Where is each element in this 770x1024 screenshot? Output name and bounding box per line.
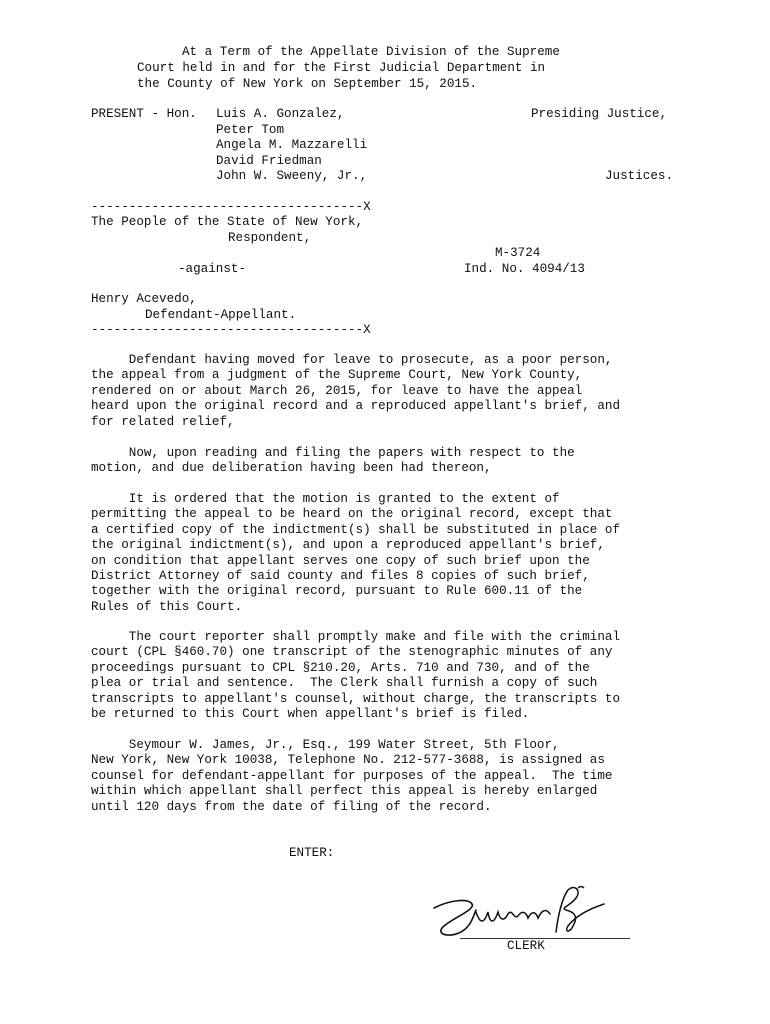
present-label: PRESENT - Hon. xyxy=(91,107,197,121)
paragraph-line: the original indictment(s), and upon a reproduced appellant's brief, xyxy=(91,538,605,553)
motion-number: M-3724 xyxy=(495,246,541,260)
paragraph-line: together with the original record, pursuant to Rule 600.11 of the xyxy=(91,584,583,599)
paragraph-motion xyxy=(91,353,620,430)
paragraph-counsel xyxy=(91,738,612,815)
clerk-signature xyxy=(428,880,628,942)
paragraph-line: Defendant having moved for leave to prosecute, as a poor person, xyxy=(91,353,613,367)
justice-name: David Friedman xyxy=(216,154,322,168)
enter-label: ENTER: xyxy=(289,846,335,860)
heading-line-3: the County of New York on September 15, 2015. xyxy=(137,77,478,91)
justice-name: Peter Tom xyxy=(216,123,285,137)
paragraph-line: rendered on or about March 26, 2015, for leave to have the appeal xyxy=(91,383,583,398)
paragraph-line: within which appellant shall perfect this appeal is hereby enlarged xyxy=(91,784,598,799)
presiding-justice-title: Presiding Justice, xyxy=(531,107,668,121)
indictment-number: Ind. No. 4094/13 xyxy=(464,262,585,276)
paragraph-line: District Attorney of said county and files 8 copies of such brief, xyxy=(91,569,590,584)
paragraph-line: until 120 days from the date of filing of the record. xyxy=(91,799,492,814)
paragraph-line: Now, upon reading and filing the papers with respect to the xyxy=(91,446,575,460)
paragraph-order xyxy=(91,492,620,615)
paragraph-line: New York, New York 10038, Telephone No. 212-577-3688, is assigned as xyxy=(91,753,605,768)
presiding-justice-name: Luis A. Gonzalez, xyxy=(216,107,345,121)
paragraph-line: motion, and due deliberation having been had thereon, xyxy=(91,461,492,476)
paragraph-line: on condition that appellant serves one copy of such brief upon the xyxy=(91,553,590,568)
party-respondent: The People of the State of New York, xyxy=(91,215,364,229)
clerk-label: CLERK xyxy=(507,939,545,953)
paragraph-line: The court reporter shall promptly make and file with the criminal xyxy=(91,630,621,644)
paragraph-line: Seymour W. James, Jr., Esq., 199 Water Street, 5th Floor, xyxy=(91,738,560,752)
justices-title: Justices. xyxy=(605,169,674,183)
against-label: -against- xyxy=(178,262,247,276)
paragraph-line: plea or trial and sentence. The Clerk shall furnish a copy of such xyxy=(91,676,598,691)
signature-line xyxy=(460,938,630,939)
heading-line-1: At a Term of the Appellate Division of the Supreme xyxy=(182,45,560,59)
caption-rule-bottom: ------------------------------------X xyxy=(91,323,371,337)
justice-name: Angela M. Mazzarelli xyxy=(216,138,368,152)
paragraph-line: for related relief, xyxy=(91,414,235,429)
paragraph-line: a certified copy of the indictment(s) shall be substituted in place of xyxy=(91,522,621,537)
paragraph-line: heard upon the original record and a reproduced appellant's brief, and xyxy=(91,399,621,414)
appellant-role: Defendant-Appellant. xyxy=(145,308,297,322)
respondent-role: Respondent, xyxy=(228,231,312,245)
paragraph-line: transcripts to appellant's counsel, without charge, the transcripts to xyxy=(91,691,621,706)
paragraph-line: It is ordered that the motion is granted to the extent of xyxy=(91,492,560,506)
paragraph-court-reporter xyxy=(91,630,620,722)
paragraph-line: proceedings pursuant to CPL §210.20, Arts. 710 and 730, and of the xyxy=(91,660,590,675)
paragraph-reading xyxy=(91,446,575,477)
caption-rule-top: ------------------------------------X xyxy=(91,200,371,214)
paragraph-line: counsel for defendant-appellant for purposes of the appeal. The time xyxy=(91,768,613,783)
heading-line-2: Court held in and for the First Judicial Department in xyxy=(137,61,546,75)
paragraph-line: Rules of this Court. xyxy=(91,599,243,614)
party-appellant: Henry Acevedo, xyxy=(91,292,197,306)
paragraph-line: permitting the appeal to be heard on the original record, except that xyxy=(91,507,613,522)
paragraph-line: court (CPL §460.70) one transcript of the stenographic minutes of any xyxy=(91,645,613,660)
paragraph-line: the appeal from a judgment of the Supreme Court, New York County, xyxy=(91,368,583,383)
justice-name: John W. Sweeny, Jr., xyxy=(216,169,368,183)
paragraph-line: be returned to this Court when appellant's brief is filed. xyxy=(91,707,530,722)
